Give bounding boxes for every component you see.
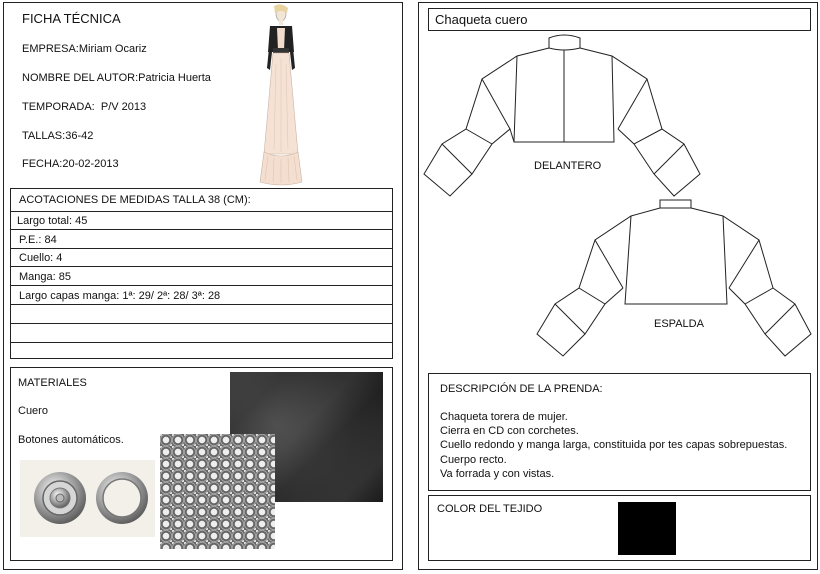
divider (11, 211, 392, 212)
front-label: DELANTERO (534, 160, 602, 172)
sheet-title: FICHA TÉCNICA (22, 11, 121, 26)
info-autor: NOMBRE DEL AUTOR:Patricia Huerta (22, 72, 211, 84)
back-label: ESPALDA (654, 318, 704, 330)
garment-title: Chaqueta cuero (435, 12, 528, 27)
description-line: Cuello redondo y manga larga, constituida por tes capas sobrepuestas. (440, 439, 788, 451)
measures-header: ACOTACIONES DE MEDIDAS TALLA 38 (CM): (19, 194, 251, 206)
measure-row: P.E.: 84 (19, 234, 57, 246)
description-line: Va forrada y con vistas. (440, 468, 555, 480)
material-item: Cuero (18, 405, 48, 417)
description-line: Cuerpo recto. (440, 454, 507, 466)
snap-buttons-image (20, 460, 155, 537)
measure-row: Cuello: 4 (19, 252, 63, 264)
garment-title-box (428, 8, 811, 31)
measure-row: Largo total: 45 (17, 215, 88, 227)
measures-table (10, 188, 393, 359)
color-header: COLOR DEL TEJIDO (437, 503, 543, 515)
divider (11, 229, 392, 230)
description-box (428, 373, 811, 491)
divider (11, 266, 392, 267)
divider (11, 248, 392, 249)
description-line: Cierra en CD con corchetes. (440, 425, 579, 437)
color-swatch (618, 502, 676, 555)
info-tallas: TALLAS:36-42 (22, 130, 94, 142)
description-header: DESCRIPCIÓN DE LA PRENDA: (440, 383, 603, 395)
color-box (428, 495, 811, 561)
material-item: Botones automáticos. (18, 434, 124, 446)
materials-header: MATERIALES (18, 377, 87, 389)
divider (11, 342, 392, 343)
info-temporada: TEMPORADA: P/V 2013 (22, 101, 147, 113)
fashion-illustration (250, 4, 312, 186)
front-flat-sketch (422, 34, 702, 198)
back-flat-sketch (533, 196, 813, 358)
divider (11, 285, 392, 286)
measure-row: Largo capas manga: 1ª: 29/ 2ª: 28/ 3ª: 28 (19, 290, 221, 302)
info-empresa: EMPRESA:Miriam Ocariz (22, 43, 147, 55)
divider (11, 304, 392, 305)
info-fecha: FECHA:20-02-2013 (22, 158, 119, 170)
lining-swatch (160, 434, 275, 549)
description-line: Chaqueta torera de mujer. (440, 411, 568, 423)
divider (11, 323, 392, 324)
measure-row: Manga: 85 (19, 271, 71, 283)
